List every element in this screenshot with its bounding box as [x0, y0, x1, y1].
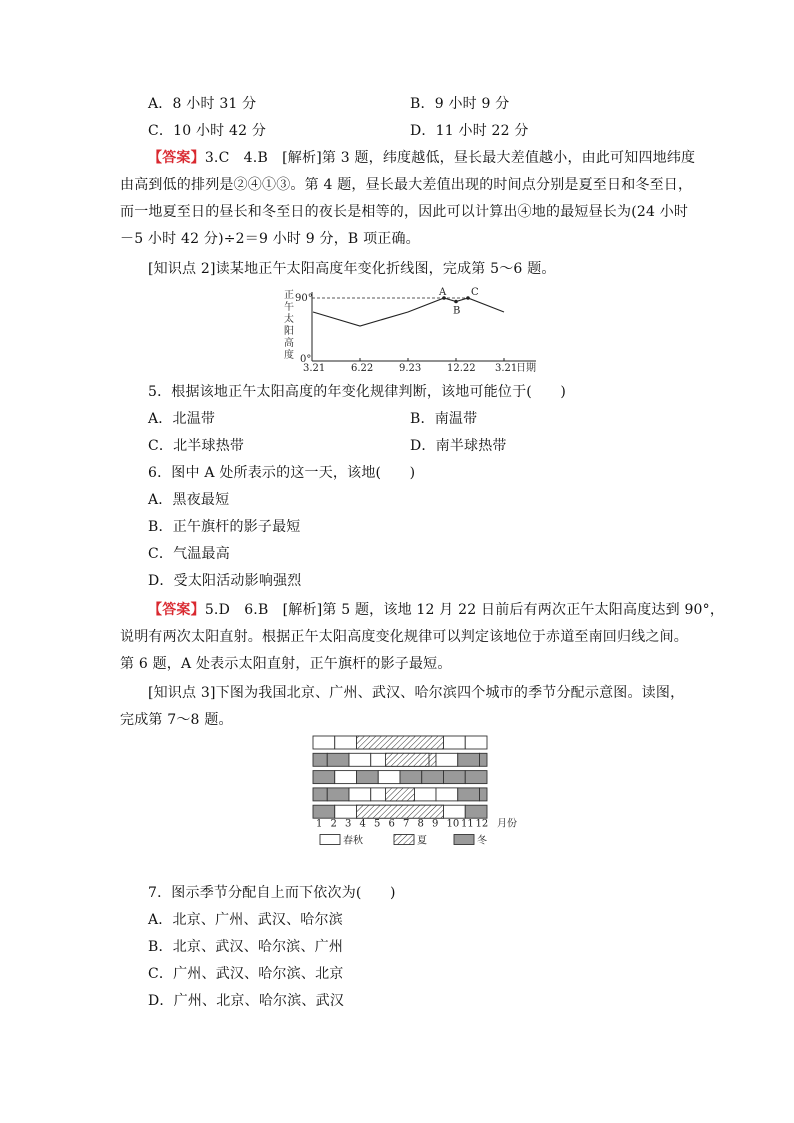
q5-option-d: D．南半球热带: [410, 438, 507, 454]
y-axis-char: 太: [284, 314, 294, 325]
season-cell: [458, 753, 480, 766]
y-axis-char: 高: [284, 338, 294, 349]
summer-band: [357, 736, 444, 749]
series-line: [313, 298, 504, 326]
x-axis-title: 日期: [516, 363, 536, 374]
month-label: 11: [461, 818, 474, 830]
season-cell: [327, 753, 349, 766]
season-cell: [465, 736, 487, 749]
month-label: 6: [388, 818, 395, 830]
month-label: 2: [330, 818, 337, 830]
answer-block-2: [148, 600, 724, 620]
legend-label: 春秋: [343, 835, 363, 847]
y-axis-char: 度: [284, 350, 294, 361]
answer-text: 而一地夏至日的昼长和冬至日的夜长是相等的，因此可以计算出④地的最短昼长为(24 小时: [120, 204, 689, 220]
month-label: 3: [345, 818, 352, 830]
x-tick-label: 6.22: [351, 363, 374, 374]
y-tick-label: 0°: [300, 354, 312, 365]
q5-option-c: C．北半球热带: [148, 438, 245, 454]
q5-stem: 5．根据该地正午太阳高度的年变化规律判断，该地可能位于( ): [148, 384, 567, 400]
q5-option-b: B．南温带: [410, 411, 478, 427]
answer-text: 第 6 题，A 处表示太阳直射，正午旗杆的影子最短。: [120, 656, 452, 672]
answer-text: －5 小时 42 分)÷2＝9 小时 9 分，B 项正确。: [120, 231, 420, 247]
q6-option-d: D．受太阳活动影响强烈: [148, 573, 302, 589]
q7-option-b: B．北京、武汉、哈尔滨、广州: [148, 939, 344, 955]
q3-option-c: C．10 小时 42 分: [148, 123, 267, 139]
q6-option-b: B．正午旗杆的影子最短: [148, 519, 301, 535]
season-cell: [480, 788, 488, 801]
season-cell: [458, 788, 480, 801]
answer-text: 由高到低的排列是②④①③。第 4 题，昼长最大差值出现的时间点分别是夏至日和冬至日，: [120, 177, 693, 193]
knowledge-point-2: [知识点 2]读某地正午太阳高度年变化折线图，完成第 5～6 题。: [148, 261, 556, 277]
q6-stem: 6．图中 A 处所表示的这一天，该地( ): [148, 465, 416, 481]
summer-band: [386, 753, 430, 766]
answer-block-1: [148, 148, 695, 168]
month-label: 12: [475, 818, 489, 830]
legend-swatch: [320, 835, 340, 845]
season-distribution-chart: [308, 730, 517, 880]
legend-label: 夏: [417, 835, 427, 847]
point-label: C: [471, 287, 479, 298]
season-cell: [444, 771, 466, 784]
x-tick-label: 9.23: [399, 363, 422, 374]
season-cell: [335, 736, 357, 749]
season-cell: [349, 753, 371, 766]
season-cell: [480, 753, 488, 766]
season-cell: [465, 805, 487, 818]
point-label: B: [453, 305, 461, 317]
month-label: 1: [316, 818, 323, 830]
y-axis-char: 阳: [284, 326, 294, 337]
data-point: [454, 300, 458, 304]
q5-option-a: A．北温带: [148, 411, 216, 427]
season-cell: [357, 771, 379, 784]
point-label: A: [439, 287, 447, 298]
season-cell: [444, 805, 466, 818]
season-cell: [436, 788, 458, 801]
answer-text: 3.C 4.B [解析]第 3 题，纬度越低，昼长最大差值越小，由此可知四地纬度: [204, 150, 696, 166]
season-cell: [313, 753, 327, 766]
month-label: 9: [432, 818, 439, 830]
x-tick-label: 3.21: [303, 363, 326, 374]
month-label: 8: [417, 818, 424, 830]
q3-option-a: A．8 小时 31 分: [148, 96, 257, 112]
q6-option-a: A．黑夜最短: [148, 492, 230, 508]
summer-band: [386, 788, 415, 801]
season-cell: [444, 736, 466, 749]
season-cell: [313, 771, 335, 784]
legend-swatch: [454, 835, 474, 845]
answer-tag: 【答案】: [148, 150, 205, 166]
legend-swatch: [394, 835, 414, 845]
season-cell: [349, 788, 371, 801]
season-cell: [327, 788, 349, 801]
season-cell: [335, 771, 357, 784]
season-cell: [313, 805, 335, 818]
season-cell: [422, 771, 444, 784]
month-label: 7: [403, 818, 410, 830]
legend-label: 冬: [477, 835, 487, 847]
q7-option-d: D．广州、北京、哈尔滨、武汉: [148, 993, 345, 1009]
season-cell: [378, 771, 400, 784]
q7-option-c: C．广州、武汉、哈尔滨、北京: [148, 966, 344, 982]
knowledge-point-3: [知识点 3]下图为我国北京、广州、武汉、哈尔滨四个城市的季节分配示意图。读图，: [148, 685, 685, 701]
answer-text: 5.D 6.B [解析]第 5 题，该地 12 月 22 日前后有两次正午太阳高度达到 90°，: [204, 602, 725, 618]
knowledge-point-3: 完成第 7～8 题。: [120, 712, 233, 728]
answer-tag: 【答案】: [148, 602, 205, 618]
q6-option-c: C．气温最高: [148, 546, 230, 562]
y-axis-char: 正: [284, 290, 294, 301]
x-tick-label: 3.21: [495, 363, 518, 374]
season-cell: [414, 788, 436, 801]
q3-option-d: D．11 小时 22 分: [410, 123, 529, 139]
season-cell: [465, 771, 487, 784]
season-cell: [335, 805, 357, 818]
answer-text: 说明有两次太阳直射。根据正午太阳高度变化规律可以判定该地位于赤道至南回归线之间。: [120, 629, 688, 645]
q7-stem: 7．图示季节分配自上而下依次为( ): [148, 885, 396, 901]
y-axis-title: [284, 289, 294, 361]
month-label: 4: [359, 818, 366, 830]
month-label: 10: [446, 818, 460, 830]
data-point: [466, 296, 470, 300]
q3-option-b: B．9 小时 9 分: [410, 96, 510, 112]
sun-altitude-chart: [278, 284, 548, 374]
season-cell: [436, 753, 458, 766]
month-label: 5: [374, 818, 381, 830]
y-tick-label: 90°: [295, 293, 313, 304]
y-axis-char: 午: [284, 302, 294, 313]
month-unit-label: 月份: [497, 818, 517, 830]
summer-band: [357, 805, 444, 818]
q7-option-a: A．北京、广州、武汉、哈尔滨: [148, 912, 343, 928]
season-cell: [313, 788, 327, 801]
season-cell: [313, 736, 335, 749]
x-tick-label: 12.22: [447, 363, 476, 374]
season-cell: [400, 771, 422, 784]
